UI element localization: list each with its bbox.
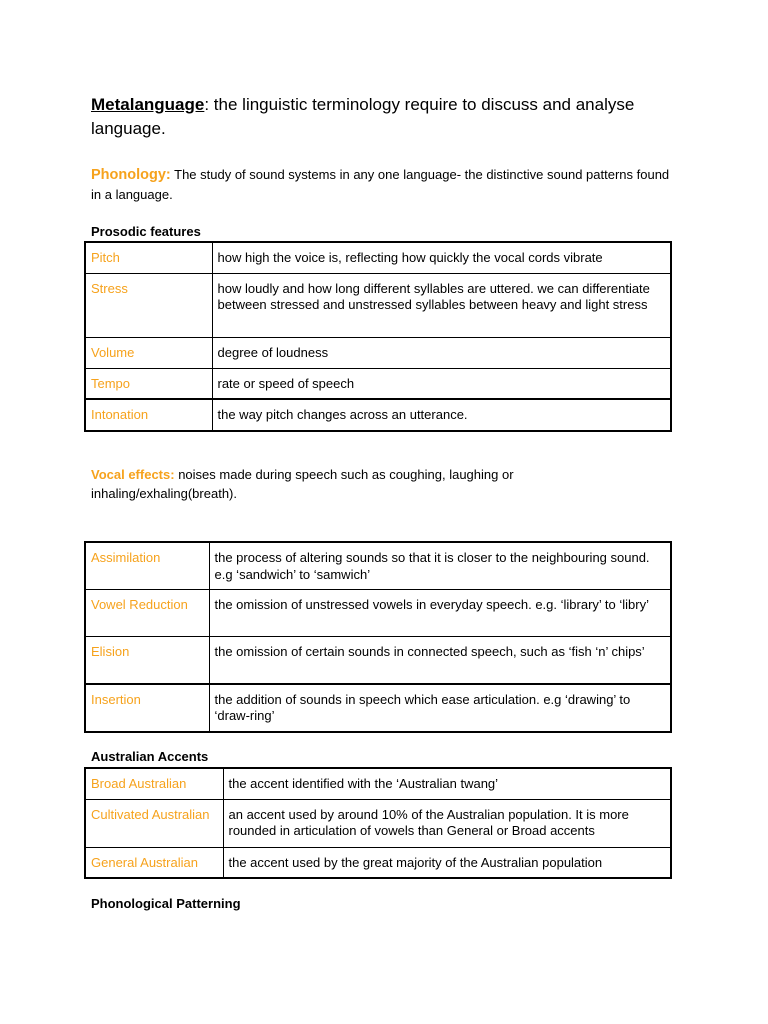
table-row — [85, 542, 671, 590]
process-desc: the omission of certain sounds in connected speech, such as ‘fish ‘n’ chips’ — [209, 637, 671, 684]
vocal-effects-term: Vocal effects: — [91, 467, 175, 482]
process-term: Assimilation — [85, 542, 209, 590]
table-row — [85, 242, 671, 273]
accent-term: Broad Australian — [85, 768, 223, 799]
prosodic-desc: rate or speed of speech — [212, 368, 671, 399]
table-row — [85, 799, 671, 847]
table-row — [85, 847, 671, 878]
prosodic-term: Stress — [85, 273, 212, 337]
prosodic-desc: how loudly and how long different syllables are uttered. we can differentiate between stressed and unstressed syllables between heavy and light stress — [212, 273, 671, 337]
prosodic-term: Intonation — [85, 399, 212, 431]
table-row — [85, 368, 671, 399]
table-row — [85, 399, 671, 431]
process-term: Elision — [85, 637, 209, 684]
accent-term: Cultivated Australian — [85, 799, 223, 847]
phonology-term: Phonology: — [91, 167, 171, 183]
metalanguage-term: Metalanguage — [91, 95, 205, 114]
prosodic-term: Tempo — [85, 368, 212, 399]
phonology-definition — [91, 165, 681, 204]
table-row — [85, 273, 671, 337]
prosodic-desc: the way pitch changes across an utterance. — [212, 399, 671, 431]
accent-term: General Australian — [85, 847, 223, 878]
metalanguage-text: : the linguistic terminology require to discuss and analyse language. — [91, 95, 635, 138]
accents-heading: Australian Accents — [91, 749, 209, 764]
prosodic-heading: Prosodic features — [91, 224, 201, 239]
accents-table — [84, 767, 672, 879]
process-desc: the omission of unstressed vowels in everyday speech. e.g. ‘library’ to ‘libry’ — [209, 590, 671, 637]
table-row — [85, 590, 671, 637]
accent-desc: the accent used by the great majority of the Australian population — [223, 847, 671, 878]
phonology-text: The study of sound systems in any one language- the distinctive sound patterns found in a language. — [91, 167, 670, 202]
process-desc: the addition of sounds in speech which ease articulation. e.g ‘drawing’ to ‘draw-ring’ — [209, 684, 671, 732]
accent-desc: the accent identified with the ‘Australian twang’ — [223, 768, 671, 799]
table-row — [85, 684, 671, 732]
process-desc: the process of altering sounds so that it is closer to the neighbouring sound. e.g ‘sandwich’ to ‘samwich’ — [209, 542, 671, 590]
vocal-effects-definition — [91, 465, 561, 503]
table-row — [85, 637, 671, 684]
table-row — [85, 337, 671, 368]
process-term: Insertion — [85, 684, 209, 732]
prosodic-desc: how high the voice is, reflecting how quickly the vocal cords vibrate — [212, 242, 671, 273]
prosodic-desc: degree of loudness — [212, 337, 671, 368]
prosodic-term: Pitch — [85, 242, 212, 273]
metalanguage-definition — [91, 93, 691, 141]
phonological-patterning-heading: Phonological Patterning — [91, 896, 241, 911]
accent-desc: an accent used by around 10% of the Australian population. It is more rounded in articulation of vowels than General or Broad accents — [223, 799, 671, 847]
process-term: Vowel Reduction — [85, 590, 209, 637]
prosodic-table — [84, 241, 672, 432]
processes-table — [84, 541, 672, 733]
prosodic-term: Volume — [85, 337, 212, 368]
table-row — [85, 768, 671, 799]
vocal-effects-text: noises made during speech such as coughing, laughing or inhaling/exhaling(breath). — [91, 467, 514, 501]
